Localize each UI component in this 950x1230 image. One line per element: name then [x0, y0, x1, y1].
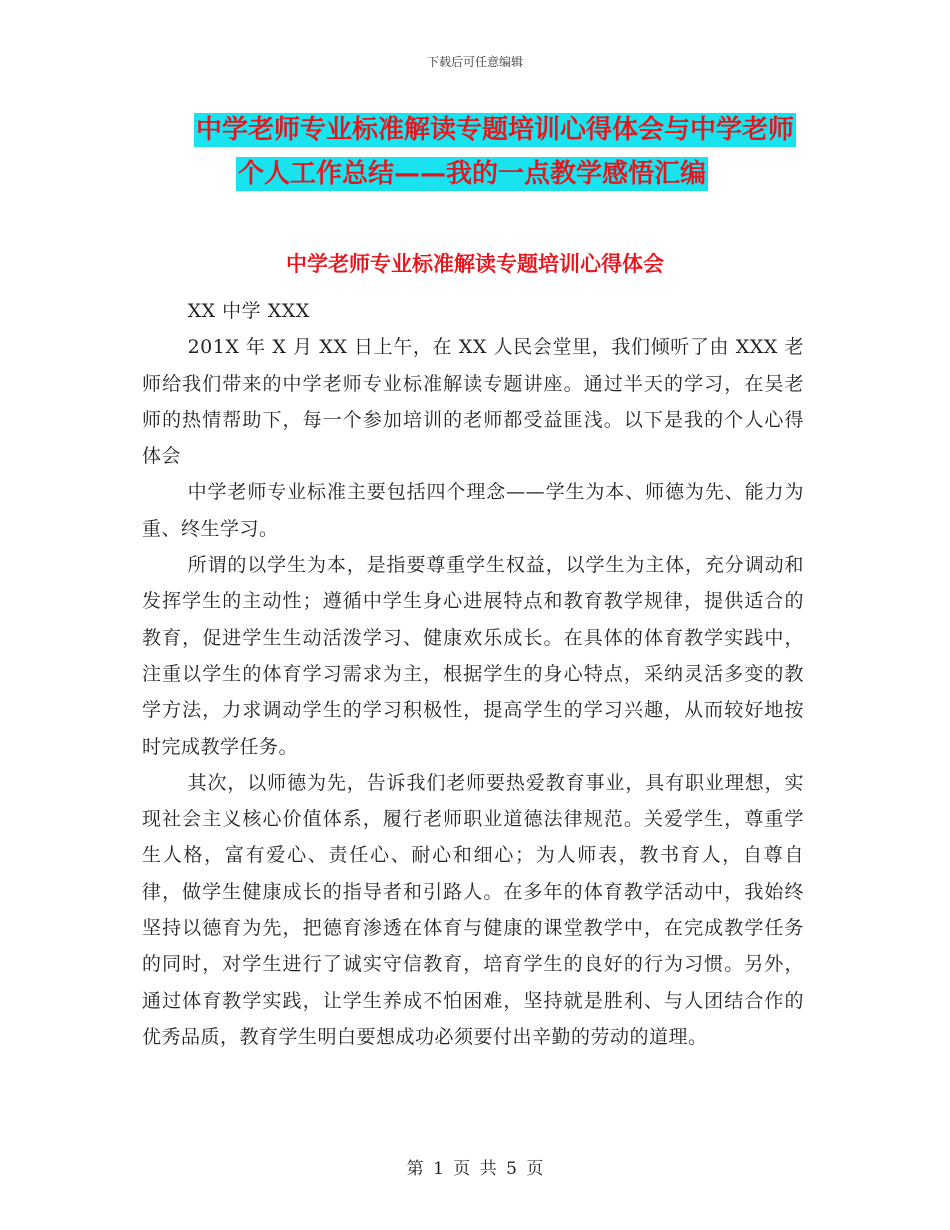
paragraph: 中学老师专业标准主要包括四个理念——学生为本、师德为先、能力为重、终生学习。: [142, 481, 804, 540]
document-title-line-2: [0, 157, 950, 191]
author-line: XX 中学 XXX: [187, 300, 310, 322]
page-footer: 第 1 页 共 5 页: [406, 1159, 544, 1179]
paragraph: 201X 年 X 月 XX 日上午，在 XX 人民会堂里，我们倾听了由 XXX 老师给我们带来的中学老师专业标准解读专题讲座。通过半天的学习，在吴老师的热情帮助下，每一个参加培训的老师都受益匪浅。以下是我的个人心得体会: [142, 336, 804, 468]
document-title-line-1: [0, 113, 950, 147]
header-note: 下载后可任意编辑: [426, 55, 523, 69]
paragraph: 所谓的以学生为本，是指要尊重学生权益，以学生为主体，充分调动和发挥学生的主动性；遵循中学生身心进展特点和教育教学规律，提供适合的教育，促进学生生动活泼学习、健康欢乐成长。在具体的体育教学实践中，注重以学生的体育学习需求为主，根据学生的身心特点，采纳灵活多变的教学方法，力求调动学生的学习积极性，提高学生的学习兴趣，从而较好地按时完成教学任务。: [142, 554, 804, 758]
document-title-line-2-text: 个人工作总结——我的一点教学感悟汇编: [238, 159, 707, 189]
body-text: [142, 293, 804, 1055]
section-title: 中学老师专业标准解读专题培训心得体会: [286, 252, 664, 276]
paragraph: 其次，以师德为先，告诉我们老师要热爱教育事业，具有职业理想，实现社会主义核心价值体系，履行老师职业道德法律规范。关爱学生，尊重学生人格，富有爱心、责任心、耐心和细心；为人师表，教书育人，自尊自律，做学生健康成长的指导者和引路人。在多年的体育教学活动中，我始终坚持以德育为先，把德育渗透在体育与健康的课堂教学中，在完成教学任务的同时，对学生进行了诚实守信教育，培育学生的良好的行为习惯。另外，通过体育教学实践，让学生养成不怕困难，坚持就是胜利、与人团结合作的优秀品质，教育学生明白要想成功必须要付出辛勤的劳动的道理。: [142, 771, 804, 1048]
document-title-line-1-text: 中学老师专业标准解读专题培训心得体会与中学老师: [196, 115, 795, 145]
